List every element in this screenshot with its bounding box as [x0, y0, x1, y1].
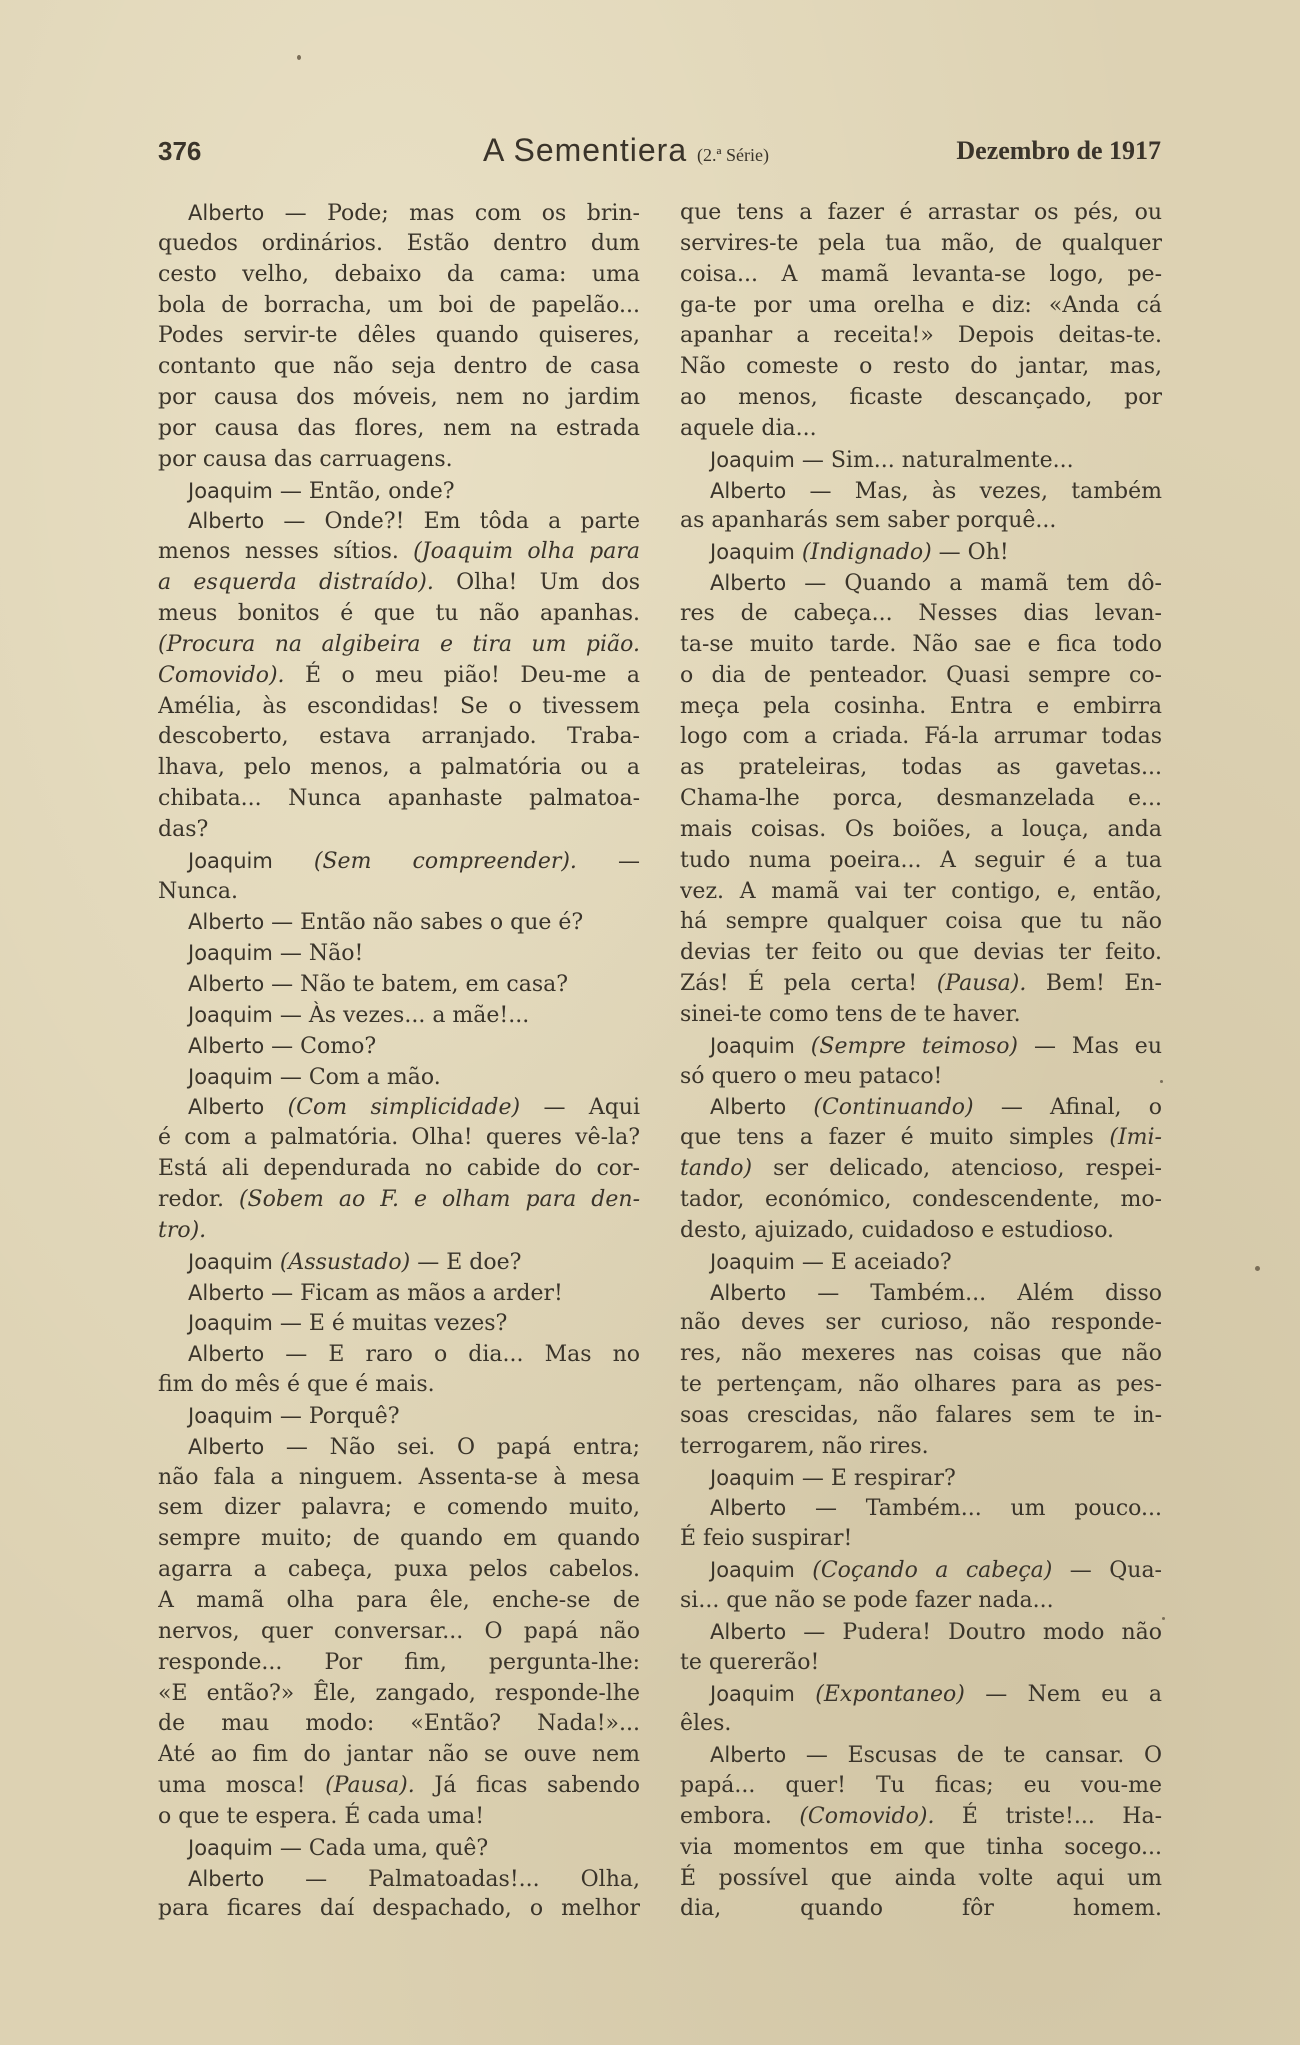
dialogue-text: agarra a cabeça, puxa pelos cabelos. — [158, 1557, 640, 1583]
dialogue-text: dia, quando fôr homem. — [680, 1896, 1162, 1922]
text-line — [158, 1493, 640, 1524]
text-line — [158, 907, 640, 938]
dialogue-text — [786, 1095, 813, 1120]
dialogue-text: mais coisas. Os boiões, a louça, anda — [680, 816, 1162, 842]
dialogue-text — [795, 1034, 811, 1059]
text-line — [680, 692, 1162, 723]
dialogue-text: êles. — [680, 1711, 732, 1737]
dialogue-text — [264, 1095, 287, 1120]
text-line — [680, 1833, 1162, 1864]
speaker-name: Alberto — [710, 1280, 787, 1305]
text-line — [680, 352, 1162, 383]
text-line — [680, 1617, 1162, 1648]
dialogue-text: — Qua- — [1052, 1558, 1162, 1584]
dialogue-text: aquele dia... — [680, 415, 817, 441]
text-line — [680, 1709, 1162, 1740]
text-line — [158, 1339, 640, 1370]
speaker-name: Joaquim — [710, 447, 795, 472]
text-line — [158, 1833, 640, 1864]
dialogue-text: não deves ser curioso, não responde- — [680, 1310, 1162, 1336]
speaker-name: Joaquim — [188, 1835, 273, 1860]
dialogue-text: Não comeste o resto do jantar, mas, — [680, 354, 1162, 380]
dialogue-text: menos nesses sítios. — [158, 539, 414, 565]
dialogue-text: — E raro o dia... Mas no — [264, 1342, 640, 1368]
dialogue-text: lhava, pelo menos, a palmatória ou a — [158, 755, 640, 781]
text-line — [158, 445, 640, 476]
text-line — [680, 969, 1162, 1000]
dialogue-text: — Palmatoadas!... Olha, — [264, 1866, 640, 1892]
dialogue-text: — Nem eu a — [964, 1681, 1162, 1707]
text-line — [158, 1648, 640, 1679]
dialogue-text: — Mas eu — [1018, 1033, 1162, 1059]
text-line — [680, 1648, 1162, 1679]
text-line — [158, 1679, 640, 1710]
text-line — [680, 537, 1162, 568]
text-line — [158, 1586, 640, 1617]
dialogue-text: chibata... Nunca apanhaste palmatoa- — [158, 786, 640, 812]
stage-direction: (Assustado) — [279, 1249, 411, 1275]
dialogue-text: te pertençam, não olhares para as pes- — [680, 1372, 1162, 1398]
speaker-name: Joaquim — [188, 1311, 273, 1336]
dialogue-text: — — [576, 848, 640, 874]
dialogue-text: não fala a ninguem. Assenta-se à mesa — [158, 1464, 640, 1490]
text-line — [158, 1092, 640, 1123]
text-line — [680, 784, 1162, 815]
stage-direction: (Sobem ao F. e olham para den- — [238, 1187, 640, 1212]
text-line — [680, 907, 1162, 938]
paper-speck — [297, 55, 301, 60]
speaker-name: Alberto — [188, 1342, 265, 1367]
dialogue-text: tador, económico, condescendente, mo- — [680, 1187, 1162, 1212]
speaker-name: Alberto — [710, 1743, 787, 1768]
speaker-name: Alberto — [188, 1866, 265, 1891]
text-line — [680, 198, 1162, 229]
text-line — [158, 1617, 640, 1648]
stage-direction: (Continuando) — [813, 1095, 974, 1121]
dialogue-text: nervos, quer conversar... O papá não — [158, 1618, 640, 1644]
dialogue-text: ao menos, ficaste descançado, por — [680, 385, 1162, 411]
paper-speck — [1162, 1617, 1165, 1620]
stage-direction: (Sem compreender). — [313, 848, 577, 874]
dialogue-text: para ficares daí despachado, o melhor — [158, 1896, 640, 1922]
text-line — [158, 1524, 640, 1555]
text-line — [680, 722, 1162, 753]
dialogue-text: si... que não se pode fazer nada... — [680, 1587, 1054, 1613]
dialogue-text: por causa dos móveis, nem no jardim — [158, 385, 640, 411]
text-line — [158, 537, 640, 568]
dialogue-text: res de cabeça... Nesses dias levan- — [680, 600, 1162, 626]
series-label: (2.ª Série) — [697, 145, 769, 165]
text-line — [158, 1432, 640, 1463]
stage-direction: (Procura na algibeira e tira um pião. — [158, 631, 640, 657]
journal-title — [483, 132, 769, 169]
speaker-name: Alberto — [710, 1095, 787, 1120]
text-line — [158, 1894, 640, 1925]
speaker-name: Alberto — [710, 571, 787, 596]
dialogue-text: uma mosca! — [158, 1773, 326, 1799]
dialogue-text: que tens a fazer é arrastar os pés, ou — [680, 200, 1162, 225]
dialogue-text: terrogarem, não rires. — [680, 1433, 929, 1459]
text-line — [680, 1555, 1162, 1586]
stage-direction: (Imi- — [1109, 1125, 1162, 1151]
text-line — [158, 229, 640, 260]
dialogue-text: — E respirar? — [794, 1465, 956, 1491]
text-line — [158, 1709, 640, 1740]
stage-direction: Comovido). — [158, 662, 285, 688]
text-line — [158, 1185, 640, 1216]
journal-title-text: A Sementiera — [483, 132, 688, 168]
text-line — [680, 291, 1162, 322]
text-line — [680, 1339, 1162, 1370]
text-line — [680, 1432, 1162, 1463]
left-text-column — [158, 198, 640, 1925]
dialogue-text: sinei-te como tens de te haver. — [680, 1001, 1021, 1027]
dialogue-text: A mamã olha para êle, enche-se de — [158, 1587, 640, 1613]
text-line — [158, 1771, 640, 1802]
text-line — [158, 260, 640, 291]
text-line — [680, 568, 1162, 599]
text-line — [680, 1278, 1162, 1309]
dialogue-text: te quererão! — [680, 1649, 820, 1675]
text-line — [680, 321, 1162, 352]
dialogue-text — [273, 849, 314, 874]
text-line — [680, 661, 1162, 692]
page-number: 376 — [158, 136, 202, 166]
dialogue-text: via momentos em que tinha socego... — [680, 1834, 1162, 1860]
dialogue-text: — Escusas de te cansar. O — [786, 1743, 1162, 1769]
dialogue-text: de mau modo: «Então? Nada!»... — [158, 1711, 640, 1737]
dialogue-text: — E doe? — [410, 1249, 522, 1275]
dialogue-text: tudo numa poeira... A seguir é a tua — [680, 847, 1162, 873]
text-line — [158, 291, 640, 322]
stage-direction: (Sempre teimoso) — [810, 1033, 1019, 1059]
dialogue-text: quedos ordinários. Estão dentro dum — [158, 230, 640, 256]
dialogue-text: só quero o meu pataco! — [680, 1063, 943, 1089]
speaker-name: Alberto — [188, 509, 265, 534]
dialogue-text: Está ali dependurada no cabide do cor- — [158, 1156, 640, 1182]
text-line — [680, 1740, 1162, 1771]
dialogue-text: res, não mexeres nas coisas que não — [680, 1341, 1162, 1367]
dialogue-text: servires-te pela tua mão, de qualquer — [680, 230, 1162, 256]
text-line — [680, 414, 1162, 445]
dialogue-text: — Pudera! Doutro modo não — [786, 1619, 1162, 1645]
speaker-name: Joaquim — [188, 941, 273, 966]
speaker-name: Joaquim — [188, 478, 273, 503]
dialogue-text: das? — [158, 816, 209, 842]
dialogue-text: papá... quer! Tu ficas; eu vou-me — [680, 1773, 1162, 1799]
text-line — [680, 599, 1162, 630]
stage-direction: (Joaquim olha para — [413, 539, 640, 565]
text-line — [680, 1031, 1162, 1062]
dialogue-text: o dia de penteador. Quasi sempre co- — [680, 662, 1162, 688]
text-line — [158, 506, 640, 537]
dialogue-text: apanhar a receita!» Depois deitas-te. — [680, 323, 1162, 349]
dialogue-text: meus bonitos é que tu não apanhas. — [158, 600, 640, 626]
speaker-name: Joaquim — [188, 1403, 273, 1428]
dialogue-text: sempre muito; de quando em quando — [158, 1526, 640, 1552]
text-line — [158, 1463, 640, 1494]
speaker-name: Alberto — [188, 1280, 265, 1305]
text-line — [158, 1216, 640, 1247]
speaker-name: Alberto — [188, 1033, 265, 1058]
text-line — [680, 1092, 1162, 1123]
stage-direction: (Comovido). — [799, 1803, 935, 1829]
dialogue-text: É possível que ainda volte aqui um — [680, 1865, 1162, 1891]
dialogue-text: — Também... Além disso — [786, 1280, 1162, 1306]
text-line — [158, 476, 640, 507]
text-line — [680, 1864, 1162, 1895]
text-line — [158, 321, 640, 352]
dialogue-text: contanto que não seja dentro de casa — [158, 354, 640, 380]
dialogue-text: o que te espera. É cada uma! — [158, 1803, 485, 1829]
dialogue-text: devias ter feito ou que devias ter feito. — [680, 940, 1162, 966]
text-line — [680, 1247, 1162, 1278]
speaker-name: Alberto — [188, 972, 265, 997]
right-text-column — [680, 198, 1162, 1925]
speaker-name: Alberto — [710, 1619, 787, 1644]
text-line — [158, 1555, 640, 1586]
dialogue-text: — Pode; mas com os brin- — [264, 201, 640, 226]
text-line — [680, 1185, 1162, 1216]
dialogue-text: — Afinal, o — [973, 1095, 1162, 1121]
text-line — [158, 753, 640, 784]
speaker-name: Alberto — [188, 201, 265, 225]
speaker-name: Joaquim — [710, 1558, 795, 1583]
dialogue-text: Bem! En- — [1026, 971, 1162, 997]
dialogue-text: Olha! Um dos — [433, 570, 640, 596]
dialogue-text: «E então?» Êle, zangado, responde-lhe — [158, 1680, 640, 1706]
text-line — [158, 1154, 640, 1185]
stage-direction: tando) — [680, 1156, 753, 1182]
text-line — [680, 506, 1162, 537]
text-line — [680, 1493, 1162, 1524]
page-header — [158, 132, 1161, 172]
speaker-name: Joaquim — [710, 1033, 795, 1058]
speaker-name: Joaquim — [710, 540, 795, 565]
dialogue-text: ser delicado, atencioso, respei- — [752, 1156, 1162, 1182]
text-line — [158, 1278, 640, 1309]
dialogue-text: — Ficam as mãos a arder! — [264, 1280, 563, 1306]
text-line — [680, 1154, 1162, 1185]
text-line — [158, 1864, 640, 1895]
dialogue-text: Nunca. — [158, 878, 239, 904]
dialogue-text: — Mas, às vezes, também — [786, 478, 1162, 504]
speaker-name: Joaquim — [710, 1681, 795, 1706]
text-line — [158, 1370, 640, 1401]
dialogue-text: — Aqui — [520, 1095, 640, 1121]
dialogue-text — [795, 1682, 815, 1707]
text-line — [158, 414, 640, 445]
dialogue-text: Chama-lhe porca, desmanzelada e... — [680, 786, 1162, 812]
dialogue-text — [795, 1558, 812, 1583]
text-line — [158, 784, 640, 815]
text-line — [158, 692, 640, 723]
stage-direction: (Expontaneo) — [815, 1681, 965, 1707]
text-line — [680, 445, 1162, 476]
dialogue-text: — Oh! — [931, 540, 1009, 566]
speaker-name: Alberto — [188, 910, 265, 935]
text-line — [680, 260, 1162, 291]
text-line — [158, 1740, 640, 1771]
speaker-name: Joaquim — [710, 1249, 795, 1274]
dialogue-text: vez. A mamã vai ter contigo, e, então, — [680, 878, 1162, 904]
dialogue-text: por causa das flores, nem na estrada — [158, 415, 640, 441]
dialogue-text: que tens a fazer é muito simples — [680, 1125, 1110, 1151]
dialogue-text: ga-te por uma orelha e diz: «Anda cá — [680, 292, 1162, 318]
dialogue-text: Zás! É pela certa! — [680, 971, 937, 997]
dialogue-text: — Não te batem, em casa? — [264, 972, 569, 998]
speaker-name: Joaquim — [188, 1002, 273, 1027]
speaker-name: Joaquim — [188, 848, 273, 873]
dialogue-text: fim do mês é que é mais. — [158, 1372, 435, 1398]
dialogue-text: — E aceiado? — [794, 1249, 952, 1275]
dialogue-text: É feio suspirar! — [680, 1526, 853, 1552]
text-line — [680, 1123, 1162, 1154]
paper-speck — [1160, 1080, 1163, 1083]
text-line — [158, 722, 640, 753]
dialogue-text: — Também... um pouco... — [786, 1496, 1162, 1522]
dialogue-text: Até ao fim do jantar não se ouve nem — [158, 1742, 640, 1768]
dialogue-text: logo com a criada. Fá-la arrumar todas — [680, 724, 1162, 750]
stage-direction: (Pausa). — [936, 971, 1027, 997]
text-line — [158, 352, 640, 383]
stage-direction: (Indignado) — [801, 540, 932, 566]
dialogue-text: responde... Por fim, pergunta-lhe: — [158, 1649, 640, 1675]
text-line — [680, 1524, 1162, 1555]
text-line — [158, 661, 640, 692]
dialogue-text: soas crescidas, não falares sem te in- — [680, 1402, 1162, 1428]
text-line — [680, 753, 1162, 784]
dialogue-text: meça pela cosinha. Entra e embirra — [680, 693, 1162, 719]
text-line — [680, 846, 1162, 877]
text-line — [680, 476, 1162, 507]
dialogue-text: — Quando a mamã tem dô- — [786, 571, 1162, 597]
stage-direction: tro). — [158, 1217, 207, 1243]
dialogue-text: sem dizer palavra; e comendo muito, — [158, 1495, 640, 1521]
dialogue-text: — Onde?! Em tôda a parte — [264, 509, 640, 535]
dialogue-text: — Às vezes... a mãe!... — [272, 1002, 530, 1028]
text-line — [158, 1308, 640, 1339]
text-line — [680, 877, 1162, 908]
text-line — [680, 1000, 1162, 1031]
text-line — [680, 383, 1162, 414]
dialogue-text: as prateleiras, todas as gavetas... — [680, 755, 1162, 781]
dialogue-text: Já ficas sabendo — [414, 1773, 640, 1799]
text-line — [158, 815, 640, 846]
dialogue-text — [795, 540, 802, 565]
text-line — [680, 1062, 1162, 1093]
text-line — [680, 1586, 1162, 1617]
text-line — [680, 815, 1162, 846]
dialogue-text: descoberto, estava arranjado. Traba- — [158, 724, 640, 750]
text-line — [158, 1123, 640, 1154]
text-line — [680, 1802, 1162, 1833]
text-line — [158, 599, 640, 630]
dialogue-text: — Porquê? — [272, 1403, 400, 1429]
dialogue-text: é com a palmatória. Olha! queres vê-la? — [158, 1125, 640, 1151]
text-line — [680, 1216, 1162, 1247]
text-line — [680, 1894, 1162, 1925]
dialogue-text: bola de borracha, um boi de papelão... — [158, 292, 640, 318]
speaker-name: Joaquim — [188, 1064, 273, 1089]
text-line — [680, 1463, 1162, 1494]
stage-direction: a esquerda distraído). — [158, 570, 434, 596]
text-line — [680, 229, 1162, 260]
text-line — [158, 969, 640, 1000]
stage-direction: (Pausa). — [325, 1773, 415, 1799]
dialogue-text: — Então não sabes o que é? — [264, 910, 584, 936]
text-line — [158, 198, 640, 229]
dialogue-text: desto, ajuizado, cuidadoso e estudioso. — [680, 1217, 1115, 1243]
speaker-name: Alberto — [710, 1496, 787, 1521]
dialogue-text: É triste!... Ha- — [934, 1803, 1162, 1829]
dialogue-text: — Como? — [264, 1033, 377, 1059]
text-line — [158, 1247, 640, 1278]
dialogue-text: — E é muitas vezes? — [272, 1311, 508, 1337]
text-line — [680, 1401, 1162, 1432]
dialogue-text: Podes servir-te dêles quando quiseres, — [158, 323, 640, 349]
dialogue-text: — Com a mão. — [272, 1064, 441, 1090]
stage-direction: (Coçando a cabeça) — [812, 1558, 1053, 1584]
text-line — [680, 938, 1162, 969]
text-line — [158, 1031, 640, 1062]
text-line — [158, 877, 640, 908]
text-line — [158, 1000, 640, 1031]
dialogue-text: redor. — [158, 1187, 239, 1212]
dialogue-text: — Sim... naturalmente... — [794, 447, 1074, 473]
dialogue-text: — Então, onde? — [272, 478, 455, 504]
text-line — [680, 630, 1162, 661]
paper-speck — [1255, 1266, 1260, 1271]
dialogue-text: — Cada uma, quê? — [272, 1835, 489, 1861]
text-line — [158, 630, 640, 661]
stage-direction: (Com simplicidade) — [287, 1095, 521, 1121]
speaker-name: Alberto — [188, 1095, 265, 1120]
dialogue-text: há sempre qualquer coisa que tu não — [680, 909, 1162, 935]
dialogue-text: as apanharás sem saber porquê... — [680, 508, 1057, 534]
dialogue-text: por causa das carruagens. — [158, 446, 453, 472]
text-line — [158, 1062, 640, 1093]
issue-date: Dezembro de 1917 — [956, 136, 1161, 165]
text-line — [158, 846, 640, 877]
text-line — [680, 1370, 1162, 1401]
text-line — [680, 1771, 1162, 1802]
text-line — [158, 568, 640, 599]
dialogue-text: ta-se muito tarde. Não sae e fica todo — [680, 631, 1162, 657]
speaker-name: Alberto — [188, 1434, 265, 1459]
dialogue-text — [273, 1250, 280, 1275]
speaker-name: Joaquim — [710, 1465, 795, 1490]
text-line — [158, 938, 640, 969]
text-line — [680, 1308, 1162, 1339]
dialogue-text: — Não! — [272, 941, 364, 967]
text-line — [158, 1802, 640, 1833]
speaker-name: Joaquim — [188, 1249, 273, 1274]
text-line — [158, 1401, 640, 1432]
dialogue-text: Amélia, às escondidas! Se o tivessem — [158, 693, 640, 719]
text-line — [680, 1679, 1162, 1710]
dialogue-text: embora. — [680, 1803, 800, 1829]
dialogue-text: É o meu pião! Deu-me a — [284, 662, 640, 688]
dialogue-text: — Não sei. O papá entra; — [264, 1434, 640, 1460]
speaker-name: Alberto — [710, 478, 787, 503]
dialogue-text: coisa... A mamã levanta-se logo, pe- — [680, 261, 1162, 287]
dialogue-text: cesto velho, debaixo da cama: uma — [158, 261, 640, 287]
text-line — [158, 383, 640, 414]
